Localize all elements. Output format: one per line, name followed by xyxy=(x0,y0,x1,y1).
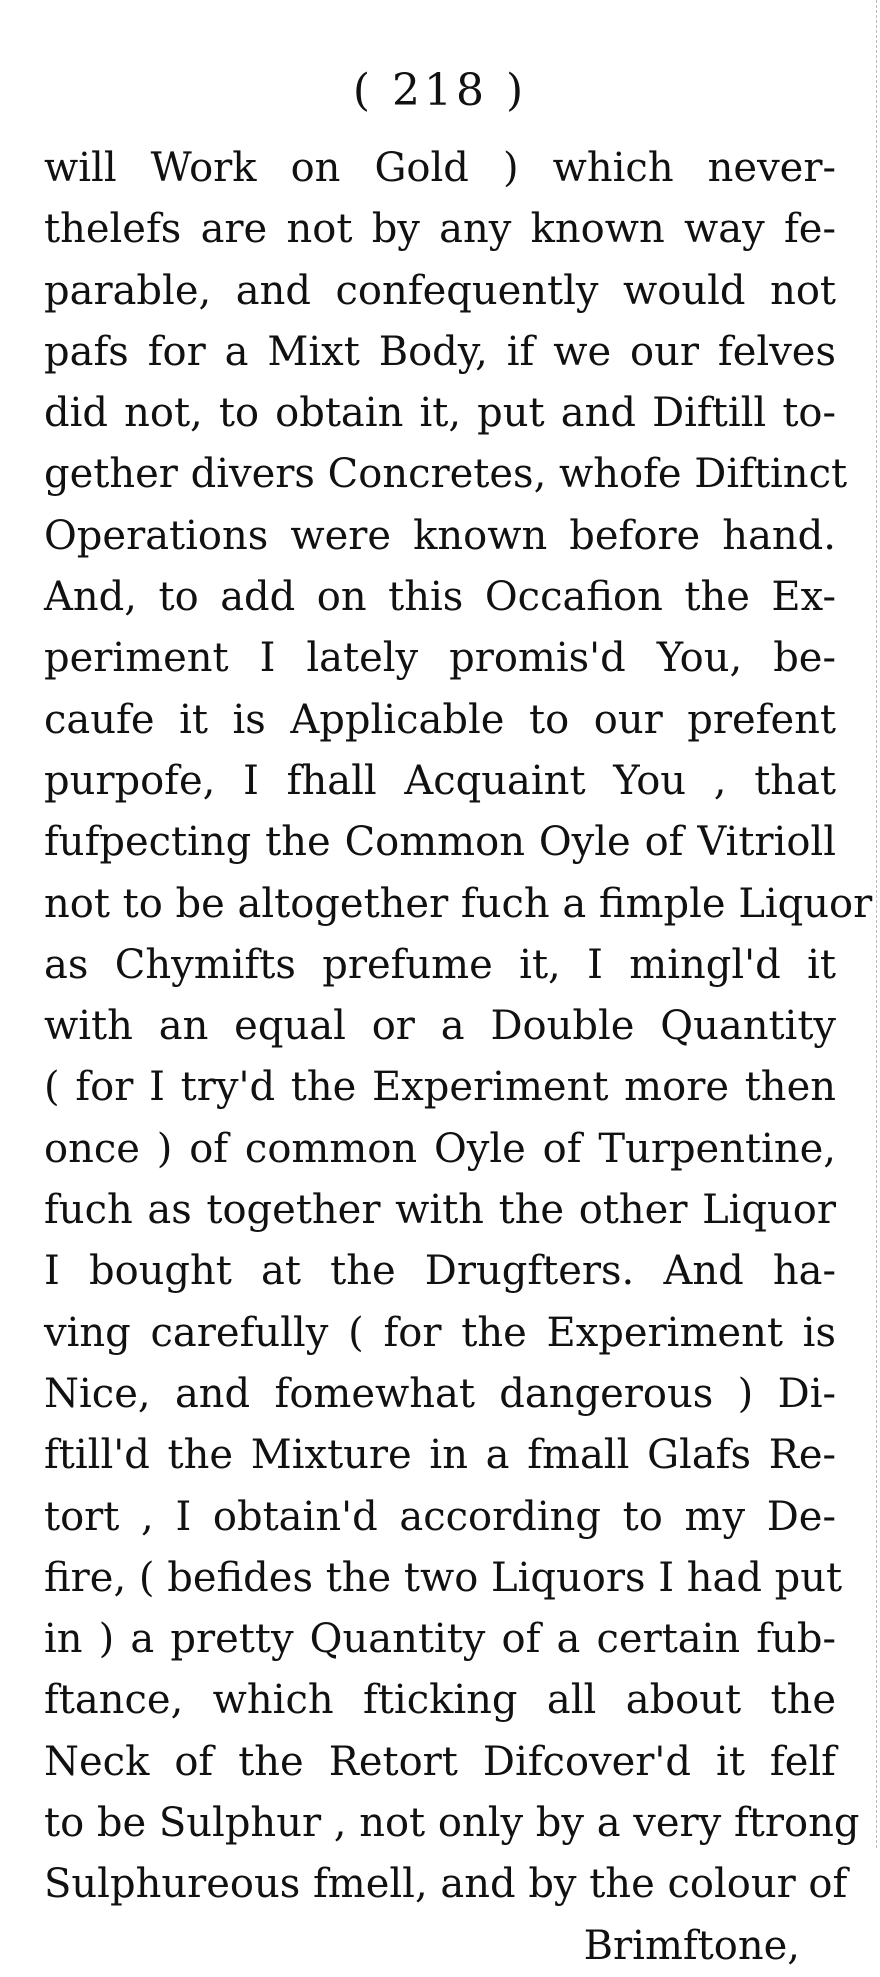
text-line: not to be altogether fuch a fimple Liquor xyxy=(44,880,873,927)
text-line: gether divers Concretes, whofe Diftinct xyxy=(44,451,848,498)
text-line: with an equal or a Double Quantity xyxy=(44,1003,836,1050)
text-line: did not, to obtain it, put and Diftill to- xyxy=(44,390,836,437)
text-line: purpofe, I fhall Acquaint You , that xyxy=(44,757,836,804)
text-line: parable, and confequently would not xyxy=(44,267,836,314)
text-line: ( for I try'd the Experiment more then xyxy=(44,1064,836,1111)
text-line: I bought at the Drugfters. And ha- xyxy=(44,1248,836,1295)
text-line: ftance, which fticking all about the xyxy=(44,1677,836,1724)
text-line: in ) a pretty Quantity of a certain fub- xyxy=(44,1616,836,1663)
body-text xyxy=(44,138,873,1977)
text-line: will Work on Gold ) which never- xyxy=(44,145,836,191)
text-line: thelefs are not by any known way fe- xyxy=(44,206,836,253)
text-line: caufe it is Applicable to our prefent xyxy=(44,696,836,743)
text-line: as Chymifts prefume it, I mingl'd it xyxy=(44,941,836,988)
text-line: fufpecting the Common Oyle of Vitrioll xyxy=(44,819,836,866)
text-line: fuch as together with the other Liquor xyxy=(44,1187,836,1234)
text-line: Sulphureous fmell, and by the colour of xyxy=(44,1861,848,1908)
text-line: Neck of the Retort Difcover'd it felf xyxy=(44,1738,836,1785)
text-line: fire, ( befides the two Liquors I had put xyxy=(44,1554,843,1601)
text-line: ftill'd the Mixture in a fmall Glafs Re- xyxy=(44,1432,836,1479)
text-line: ving carefully ( for the Experiment is xyxy=(44,1309,836,1356)
text-line: tort , I obtain'd according to my De- xyxy=(44,1493,836,1540)
page-edge-divider xyxy=(876,0,880,1848)
text-line: Operations were known before hand. xyxy=(44,512,836,559)
text-line: pafs for a Mixt Body, if we our felves xyxy=(44,328,836,375)
text-line: to be Sulphur , not only by a very ftrong xyxy=(44,1800,860,1847)
text-line: once ) of common Oyle of Turpentine, xyxy=(44,1125,836,1172)
text-line: Nice, and fomewhat dangerous ) Di- xyxy=(44,1370,836,1417)
catchword: Brimftone, xyxy=(583,1922,800,1969)
text-line: periment I lately promis'd You, be- xyxy=(44,635,836,682)
page-number: ( 218 ) xyxy=(352,65,528,116)
text-line: And, to add on this Occafion the Ex- xyxy=(44,574,836,621)
